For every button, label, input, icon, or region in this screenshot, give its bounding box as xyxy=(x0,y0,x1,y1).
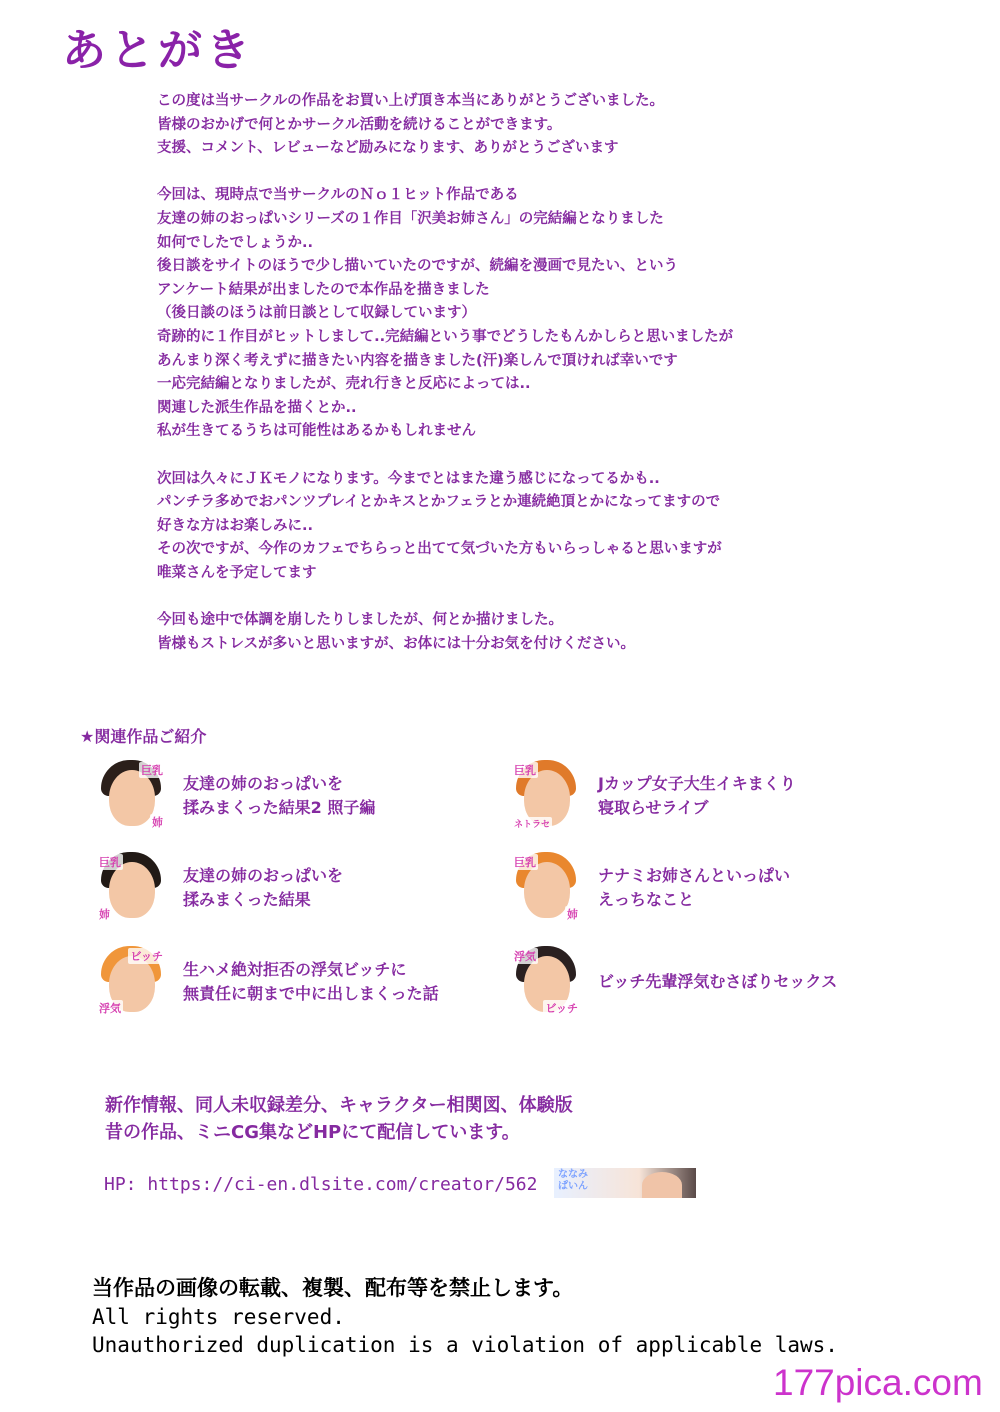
related-work-5[interactable] xyxy=(95,946,439,1018)
page-heading: あとがき xyxy=(62,25,254,76)
work-title-line1: 友達の姉のおっぱいを xyxy=(183,866,344,885)
face-shape xyxy=(109,770,155,826)
info-line-2: 昔の作品、ミニCG集などHPにて配信しています。 xyxy=(105,1122,520,1143)
tag-bottom: ビッチ xyxy=(545,1002,578,1015)
message-line: 私が生きてるうちは可能性はあるかもしれません xyxy=(157,423,476,440)
tag-bottom: 姉 xyxy=(99,908,110,921)
work-title xyxy=(598,864,790,912)
related-work-6[interactable] xyxy=(510,946,837,1018)
related-work-3[interactable] xyxy=(95,852,343,924)
work-thumbnail xyxy=(510,760,582,832)
message-line: （後日談のほうは前日談として収録しています） xyxy=(157,305,476,322)
copyright-notice xyxy=(92,1274,838,1360)
banner-text xyxy=(558,1169,588,1193)
message-line: 如何でしたでしょうか.. xyxy=(157,234,314,251)
message-line: 次回は久々にＪＫモノになります。今までとはまた違う感じになってるかも.. xyxy=(157,470,660,487)
message-line: 皆様のおかげで何とかサークル活動を続けることができます。 xyxy=(157,116,562,133)
tag-bottom: 浮気 xyxy=(99,1002,121,1015)
message-line: 後日談をサイトのほうで少し描いていたのですが、続編を漫画で見たい、という xyxy=(157,258,678,275)
tag-bottom: 姉 xyxy=(152,816,163,829)
related-works-title: ★関連作品ご紹介 xyxy=(80,727,207,746)
work-title-line1: ナナミお姉さんといっぱい xyxy=(598,866,791,885)
message-line: 唯菜さんを予定してます xyxy=(157,564,317,581)
message-line: この度は当サークルの作品をお買い上げ頂き本当にありがとうございました。 xyxy=(157,93,665,109)
tag-bottom: 姉 xyxy=(567,908,578,921)
tag-top: 巨乳 xyxy=(514,856,536,869)
site-banner[interactable] xyxy=(554,1168,696,1198)
work-title xyxy=(183,772,375,820)
message-line: 今回も途中で体調を崩したりしましたが、何とか描けました。 xyxy=(157,612,563,629)
notice-duplication: Unauthorized duplication is a violation of applicable laws. xyxy=(92,1333,838,1357)
tag-top: ビッチ xyxy=(130,950,163,963)
message-line xyxy=(157,444,957,468)
work-title xyxy=(183,864,343,912)
banner-text-line2: ぱいん xyxy=(558,1181,588,1192)
distribution-info xyxy=(105,1092,573,1146)
message-line: その次ですが、今作のカフェでちらっと出てて気づいた方もいらっしゃると思いますが xyxy=(157,541,722,558)
homepage-link[interactable]: HP: https://ci-en.dlsite.com/creator/562 xyxy=(104,1174,538,1195)
message-line: 支援、コメント、レビューなど励みになります、ありがとうございます xyxy=(157,140,619,157)
work-thumbnail xyxy=(95,852,167,924)
work-title-line2: 揉みまくった結果2 照子編 xyxy=(183,798,376,817)
message-line: 今回は、現時点で当サークルのＮｏ１ヒット作品である xyxy=(157,187,519,204)
work-title-line2: 無責任に朝まで中に出しまくった話 xyxy=(183,984,439,1003)
tag-bottom: ネトラセ xyxy=(512,817,552,830)
banner-character xyxy=(642,1172,682,1198)
work-title xyxy=(598,772,796,820)
message-line: 友達の姉のおっぱいシリーズの１作目「沢美お姉さん」の完結編となりました xyxy=(157,210,664,227)
message-line: 好きな方はお楽しみに.. xyxy=(157,517,314,534)
work-title xyxy=(598,970,837,994)
tag-top: 浮気 xyxy=(514,950,536,963)
message-line: 奇跡的に１作目がヒットしまして..完結編という事でどうしたもんかしらと思いましたが xyxy=(157,328,734,345)
work-thumbnail xyxy=(510,852,582,924)
notice-rights: All rights reserved. xyxy=(92,1304,345,1329)
message-line: パンチラ多めでおパンツプレイとかキスとかフェラとか連続絶頂とかになってますので xyxy=(157,494,721,511)
related-work-4[interactable] xyxy=(510,852,790,924)
work-title-line2: えっちなこと xyxy=(598,890,695,909)
work-thumbnail xyxy=(510,946,582,1018)
message-line: アンケート結果が出ましたので本作品を描きました xyxy=(157,281,490,298)
work-title-line1: Jカップ女子大生イキまくり xyxy=(598,774,796,793)
message-line: 関連した派生作品を描くとか.. xyxy=(157,399,357,416)
work-title-line2: 寝取らせライブ xyxy=(598,798,709,817)
tag-top: 巨乳 xyxy=(141,764,163,777)
banner-text-line1: ななみ xyxy=(558,1169,588,1180)
work-thumbnail xyxy=(95,760,167,832)
message-line xyxy=(157,585,957,609)
tag-top: 巨乳 xyxy=(514,764,536,777)
afterword-message xyxy=(157,90,957,656)
face-shape xyxy=(109,862,155,918)
work-title-line1: ビッチ先輩浮気むさぼりセックス xyxy=(598,972,838,991)
message-line: 皆様もストレスが多いと思いますが、お体には十分お気を付けください。 xyxy=(157,635,636,652)
watermark: 177pica.com xyxy=(773,1362,983,1403)
info-line-1: 新作情報、同人未収録差分、キャラクター相関図、体験版 xyxy=(105,1095,573,1116)
face-shape xyxy=(524,862,570,918)
work-thumbnail xyxy=(95,946,167,1018)
related-work-2[interactable] xyxy=(510,760,796,832)
notice-japanese: 当作品の画像の転載、複製、配布等を禁止します。 xyxy=(92,1276,574,1300)
tag-top: 巨乳 xyxy=(99,856,121,869)
message-line: あんまり深く考えずに描きたい内容を描きました(汗)楽しんで頂ければ幸いです xyxy=(157,352,678,369)
related-work-1[interactable] xyxy=(95,760,375,832)
work-title-line1: 友達の姉のおっぱいを xyxy=(183,774,344,793)
message-line xyxy=(157,161,957,185)
work-title-line1: 生ハメ絶対拒否の浮気ビッチに xyxy=(183,960,407,979)
message-line: 一応完結編となりましたが、売れ行きと反応によっては.. xyxy=(157,376,531,393)
work-title xyxy=(183,958,439,1006)
work-title-line2: 揉みまくった結果 xyxy=(183,890,311,909)
